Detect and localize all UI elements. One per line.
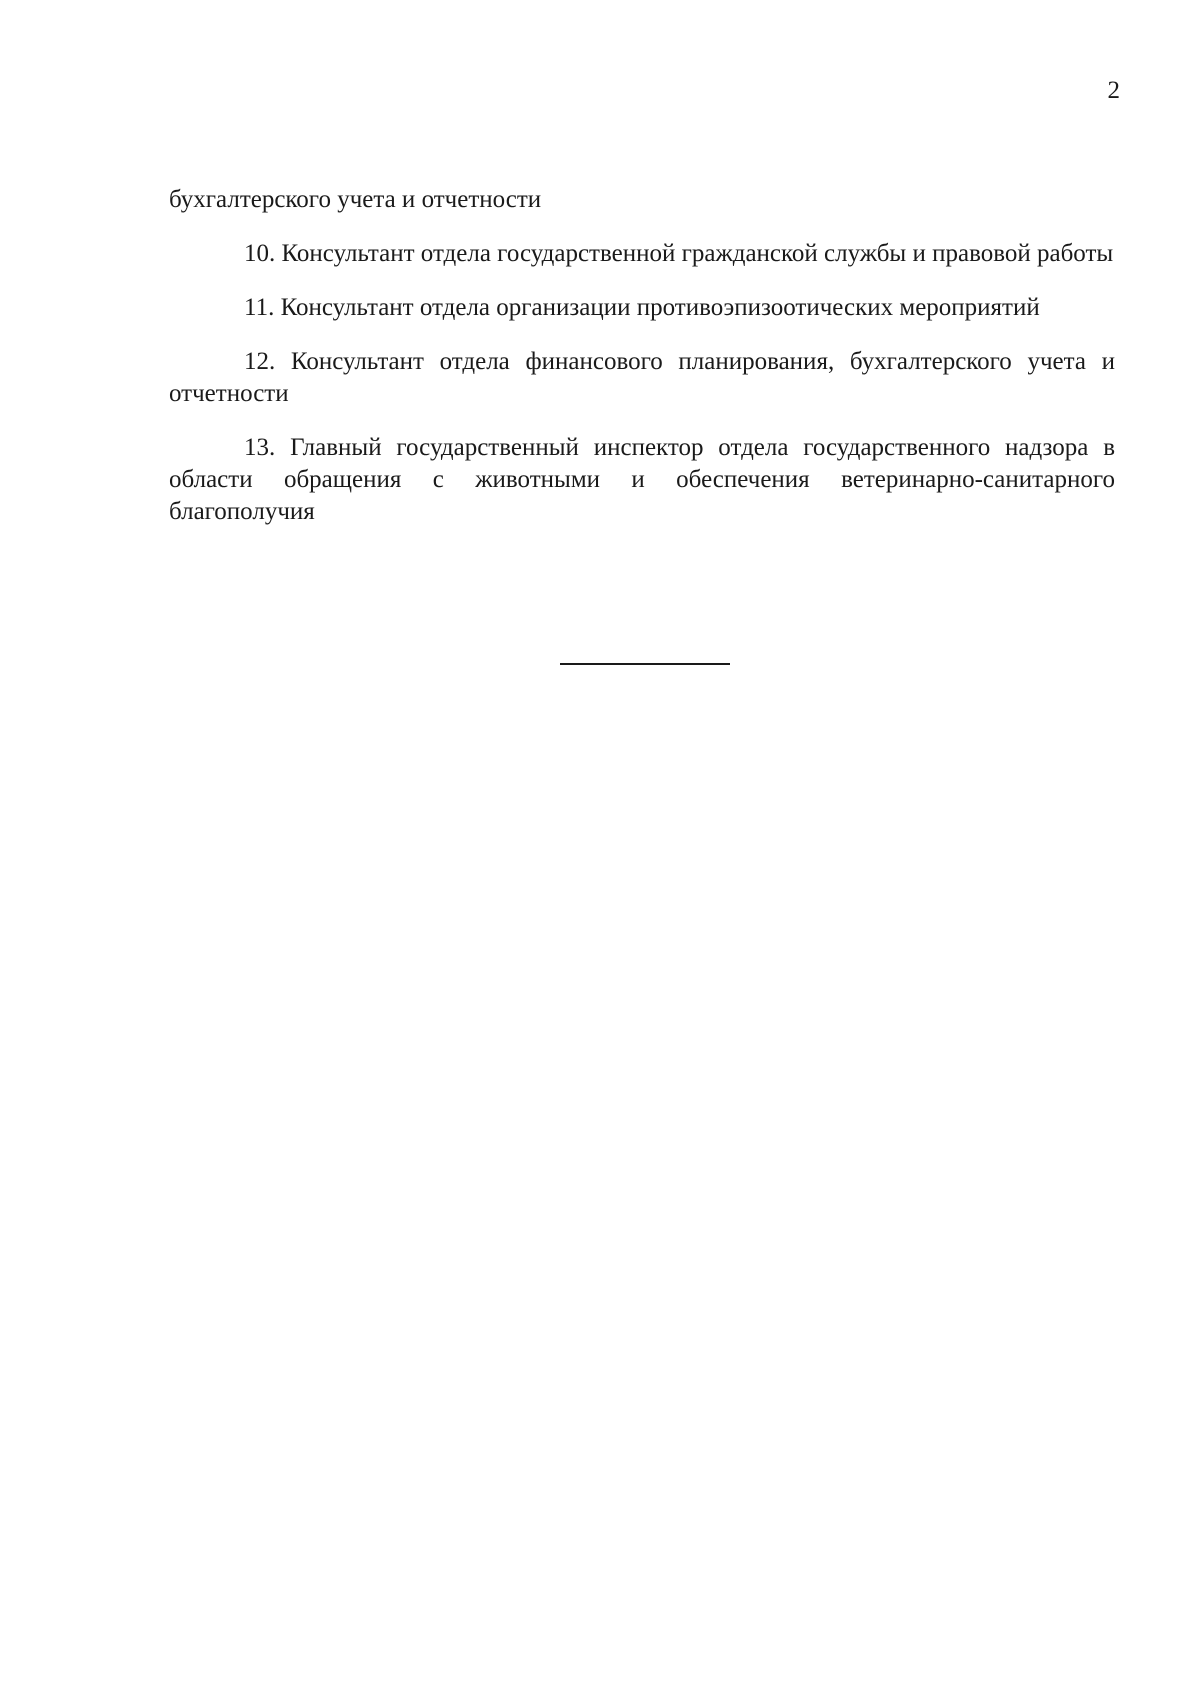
end-of-document-line bbox=[560, 663, 730, 665]
item-number: 10. bbox=[244, 240, 276, 267]
page-number: 2 bbox=[1107, 77, 1120, 104]
item-number: 13. bbox=[244, 434, 276, 461]
item-text: Консультант отдела организации противоэпизоотических мероприятий bbox=[280, 294, 1040, 321]
document-body bbox=[169, 184, 1115, 550]
item-text: Главный государственный инспектор отдела государственного надзора в области обращения с животными и обеспечения ветеринарно-санитарного благополучия bbox=[169, 434, 1116, 525]
list-item bbox=[169, 432, 1115, 528]
list-item bbox=[169, 292, 1115, 324]
continuation-text: бухгалтерского учета и отчетности bbox=[169, 186, 542, 213]
list-item bbox=[169, 346, 1115, 410]
list-item bbox=[169, 238, 1115, 270]
item-number: 11. bbox=[244, 294, 275, 321]
item-number: 12. bbox=[244, 348, 276, 375]
item-text: Консультант отдела государственной гражданской службы и правовой работы bbox=[281, 240, 1114, 267]
item-text: Консультант отдела финансового планирования, бухгалтерского учета и отчетности bbox=[169, 348, 1116, 407]
